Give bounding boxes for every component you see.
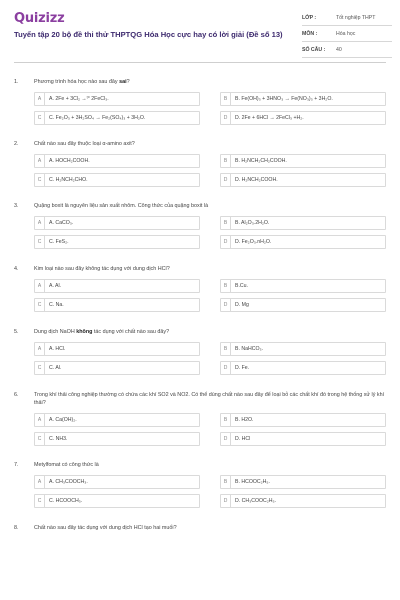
question-text	[34, 265, 386, 273]
answer-option-d[interactable]	[220, 111, 386, 125]
question-text-part: Quặng boxit là nguyên liệu sản xuất nhôm. Công thức của quặng boxit là	[34, 203, 209, 209]
meta-subject-row	[302, 28, 392, 42]
question-item	[14, 78, 386, 125]
answer-option-c[interactable]	[34, 235, 200, 249]
option-text: D. CH₃COOC₂H₅.	[235, 498, 277, 504]
answer-option-d[interactable]	[220, 361, 386, 375]
answer-option-d[interactable]	[220, 494, 386, 508]
option-text: A. 2Fe + 3Cl₂ →ᵗ° 2FeCl₃.	[49, 96, 109, 102]
option-letter-box: D	[221, 299, 231, 311]
option-text: D. Fe.	[235, 365, 250, 371]
answer-row	[34, 298, 386, 312]
answer-option-c[interactable]	[34, 494, 200, 508]
answer-option-c[interactable]	[34, 111, 200, 125]
answer-options	[34, 413, 386, 446]
answer-options	[34, 475, 386, 508]
answer-options	[34, 279, 386, 312]
answer-option-c[interactable]	[34, 361, 200, 375]
option-text: A. CaCO₃.	[49, 220, 74, 226]
worksheet-title: Tuyển tập 20 bộ đề thi thử THPTQG Hóa Học cực hay có lời giải (Đề số 13)	[14, 30, 283, 39]
answer-option-a[interactable]	[34, 279, 200, 293]
meta-count-value: 40	[336, 47, 342, 53]
answer-option-c[interactable]	[34, 432, 200, 446]
answer-option-b[interactable]	[220, 92, 386, 106]
option-letter-box: C	[35, 112, 45, 124]
answer-option-a[interactable]	[34, 475, 200, 489]
answer-option-d[interactable]	[220, 298, 386, 312]
answer-options	[34, 92, 386, 125]
question-header	[14, 524, 386, 532]
question-number: 6.	[14, 392, 19, 398]
option-text: B. Fe(OH)₃ + 3HNO₃ → Fe(NO₃)₃ + 3H₂O.	[235, 96, 333, 102]
meta-info	[302, 12, 392, 60]
question-list	[0, 78, 400, 546]
question-number: 4.	[14, 266, 19, 272]
answer-row	[34, 279, 386, 293]
question-item	[14, 524, 386, 532]
option-letter-box: C	[35, 174, 45, 186]
option-letter-box: D	[221, 112, 231, 124]
question-text-part: Metylfomat có công thức là	[34, 462, 99, 468]
question-emphasis: không	[76, 329, 93, 335]
question-text-part: Trong khí thải công nghiệp thường có chứa các khí SO2 và NO2. Có thể dùng chất nào sau đây để loại bỏ các chất khí đó trong hệ thống xử lý khí thải?	[34, 392, 385, 406]
answer-row	[34, 235, 386, 249]
option-letter-box: C	[35, 236, 45, 248]
option-letter-box: C	[35, 362, 45, 374]
question-emphasis: sai	[119, 79, 127, 85]
header-divider	[14, 62, 386, 63]
question-text	[34, 524, 386, 532]
answer-option-b[interactable]	[220, 279, 386, 293]
question-text	[34, 140, 386, 148]
option-letter-box: A	[35, 414, 45, 426]
option-text: B.Cu.	[235, 283, 248, 289]
option-text: D. Mg	[235, 302, 249, 308]
option-letter-box: D	[221, 495, 231, 507]
question-item	[14, 140, 386, 187]
meta-count-label: SỐ CÂU :	[302, 47, 326, 53]
question-text	[34, 391, 386, 407]
answer-row	[34, 413, 386, 427]
option-letter-box: B	[221, 343, 231, 355]
answer-row	[34, 111, 386, 125]
option-letter-box: A	[35, 93, 45, 105]
question-header	[14, 140, 386, 148]
answer-row	[34, 154, 386, 168]
question-header	[14, 265, 386, 273]
answer-options	[34, 154, 386, 187]
option-letter-box: A	[35, 217, 45, 229]
option-letter-box: A	[35, 155, 45, 167]
option-letter-box: A	[35, 280, 45, 292]
question-text-part: Dung dịch NaOH	[34, 329, 77, 335]
answer-option-a[interactable]	[34, 342, 200, 356]
option-letter-box: D	[221, 433, 231, 445]
question-number: 2.	[14, 141, 19, 147]
question-header	[14, 391, 386, 407]
option-letter-box: B	[221, 414, 231, 426]
question-item	[14, 461, 386, 508]
option-text: C. Na.	[49, 302, 64, 308]
answer-row	[34, 92, 386, 106]
answer-option-d[interactable]	[220, 173, 386, 187]
question-text-part: tác dụng với chất nào sau đây?	[92, 329, 170, 335]
option-letter-box: A	[35, 343, 45, 355]
option-text: C. NH3.	[49, 436, 68, 442]
option-text: A. HOCH₂COOH.	[49, 158, 90, 164]
question-number: 7.	[14, 462, 19, 468]
option-text: A. Al.	[49, 283, 62, 289]
meta-subject-value: Hóa học	[336, 31, 356, 37]
option-text: C. Al.	[49, 365, 62, 371]
option-letter-box: B	[221, 93, 231, 105]
option-letter-box: D	[221, 362, 231, 374]
option-text: C. H₂NCH₂CHO.	[49, 177, 88, 183]
answer-option-a[interactable]	[34, 413, 200, 427]
option-letter-box: B	[221, 155, 231, 167]
answer-option-d[interactable]	[220, 235, 386, 249]
question-text	[34, 461, 386, 469]
question-text-part: Chất nào sau đây thuộc loại α-amino axit?	[34, 141, 135, 147]
question-header	[14, 461, 386, 469]
answer-option-c[interactable]	[34, 173, 200, 187]
question-text-part: Phương trình hóa học nào sau đây	[34, 79, 120, 85]
answer-option-a[interactable]	[34, 216, 200, 230]
meta-count-row	[302, 44, 392, 58]
question-text-part: ?	[126, 79, 130, 85]
answer-row	[34, 475, 386, 489]
option-text: B. Al₂O₃.2H₂O.	[235, 220, 270, 226]
option-letter-box: D	[221, 236, 231, 248]
question-item	[14, 391, 386, 446]
question-text	[34, 328, 386, 336]
answer-option-a[interactable]	[34, 92, 200, 106]
question-number: 8.	[14, 525, 19, 531]
meta-class-value: Tốt nghiệp THPT	[336, 15, 376, 21]
question-text-part: Kim loại nào sau đây không tác dụng với dung dịch HCl?	[34, 266, 170, 272]
question-item	[14, 328, 386, 375]
answer-row	[34, 432, 386, 446]
option-text: A. Ca(OH)₂.	[49, 417, 77, 423]
option-text: C. FeS₂.	[49, 239, 69, 245]
answer-option-b[interactable]	[220, 475, 386, 489]
answer-row	[34, 342, 386, 356]
question-number: 3.	[14, 203, 19, 209]
question-header	[14, 202, 386, 210]
meta-subject-label: MÔN :	[302, 31, 318, 37]
option-text: D. HCl	[235, 436, 251, 442]
question-number: 5.	[14, 329, 19, 335]
option-text: D. H₂NCH₂COOH.	[235, 177, 278, 183]
option-letter-box: C	[35, 433, 45, 445]
quizizz-logo: Quizizz	[14, 11, 65, 26]
answer-row	[34, 173, 386, 187]
question-header	[14, 78, 386, 86]
answer-option-b[interactable]	[220, 342, 386, 356]
answer-options	[34, 216, 386, 249]
option-letter-box: C	[35, 299, 45, 311]
question-item	[14, 265, 386, 312]
answer-options	[34, 342, 386, 375]
option-letter-box: A	[35, 476, 45, 488]
option-text: B. HCOOC₂H₅.	[235, 479, 270, 485]
option-letter-box: B	[221, 217, 231, 229]
option-text: C. HCOOCH₃.	[49, 498, 83, 504]
option-letter-box: B	[221, 476, 231, 488]
question-number: 1.	[14, 79, 19, 85]
option-text: A. CH₃COOCH₃.	[49, 479, 88, 485]
meta-class-label: LỚP :	[302, 15, 317, 21]
answer-row	[34, 494, 386, 508]
answer-option-c[interactable]	[34, 298, 200, 312]
answer-option-d[interactable]	[220, 432, 386, 446]
question-header	[14, 328, 386, 336]
option-text: D. 2Fe + 6HCl → 2FeCl₃ +H₂.	[235, 115, 304, 121]
answer-option-b[interactable]	[220, 216, 386, 230]
option-letter-box: B	[221, 280, 231, 292]
answer-row	[34, 361, 386, 375]
question-text	[34, 202, 386, 210]
option-text: B. H2O.	[235, 417, 254, 423]
question-text-part: Chất nào sau đây tác dụng với dung dịch HCl tạo hai muối?	[34, 525, 177, 531]
meta-class-row	[302, 12, 392, 26]
answer-option-b[interactable]	[220, 154, 386, 168]
option-text: D. Fe₂O₃.nH₂O.	[235, 239, 272, 245]
option-letter-box: C	[35, 495, 45, 507]
option-text: C. Fe₂O₃ + 3H₂SO₄ → Fe₂(SO₄)₃ + 3H₂O.	[49, 115, 146, 121]
question-item	[14, 202, 386, 249]
option-text: B. NaHCO₃.	[235, 346, 264, 352]
answer-option-b[interactable]	[220, 413, 386, 427]
answer-row	[34, 216, 386, 230]
answer-option-a[interactable]	[34, 154, 200, 168]
question-text	[34, 78, 386, 86]
option-text: A. HCl.	[49, 346, 66, 352]
option-text: B. H₂NCH₂CH₂COOH.	[235, 158, 287, 164]
option-letter-box: D	[221, 174, 231, 186]
